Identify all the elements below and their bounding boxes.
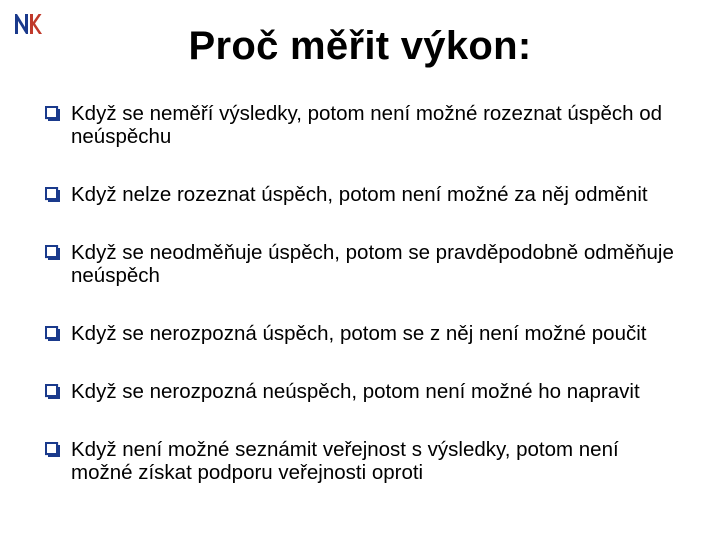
bullet-text: Když nelze rozeznat úspěch, potom není možné za něj odměnit [71, 183, 648, 206]
list-item [45, 380, 685, 403]
list-item [45, 322, 685, 345]
list-item [45, 102, 685, 148]
square-bullet-icon [45, 187, 60, 202]
square-bullet-icon [45, 245, 60, 260]
square-bullet-icon [45, 384, 60, 399]
bullet-text: Když se nerozpozná neúspěch, potom není možné ho napravit [71, 380, 640, 403]
list-item [45, 438, 685, 484]
bullet-text: Když se neměří výsledky, potom není možné rozeznat úspěch od neúspěchu [71, 102, 663, 148]
bullet-text: Když se nerozpozná úspěch, potom se z něj není možné poučit [71, 322, 647, 345]
list-item [45, 183, 685, 206]
slide-title: Proč měřit výkon: [188, 24, 532, 68]
square-bullet-icon [45, 106, 60, 121]
bullet-text: Když se neodměňuje úspěch, potom se pravděpodobně odměňuje neúspěch [71, 241, 674, 287]
square-bullet-icon [45, 326, 60, 341]
square-bullet-icon [45, 442, 60, 457]
bullet-text: Když není možné seznámit veřejnost s výsledky, potom není možné získat podporu veřejnosti oproti [71, 438, 619, 484]
bullet-list [45, 102, 685, 519]
list-item [45, 241, 685, 287]
